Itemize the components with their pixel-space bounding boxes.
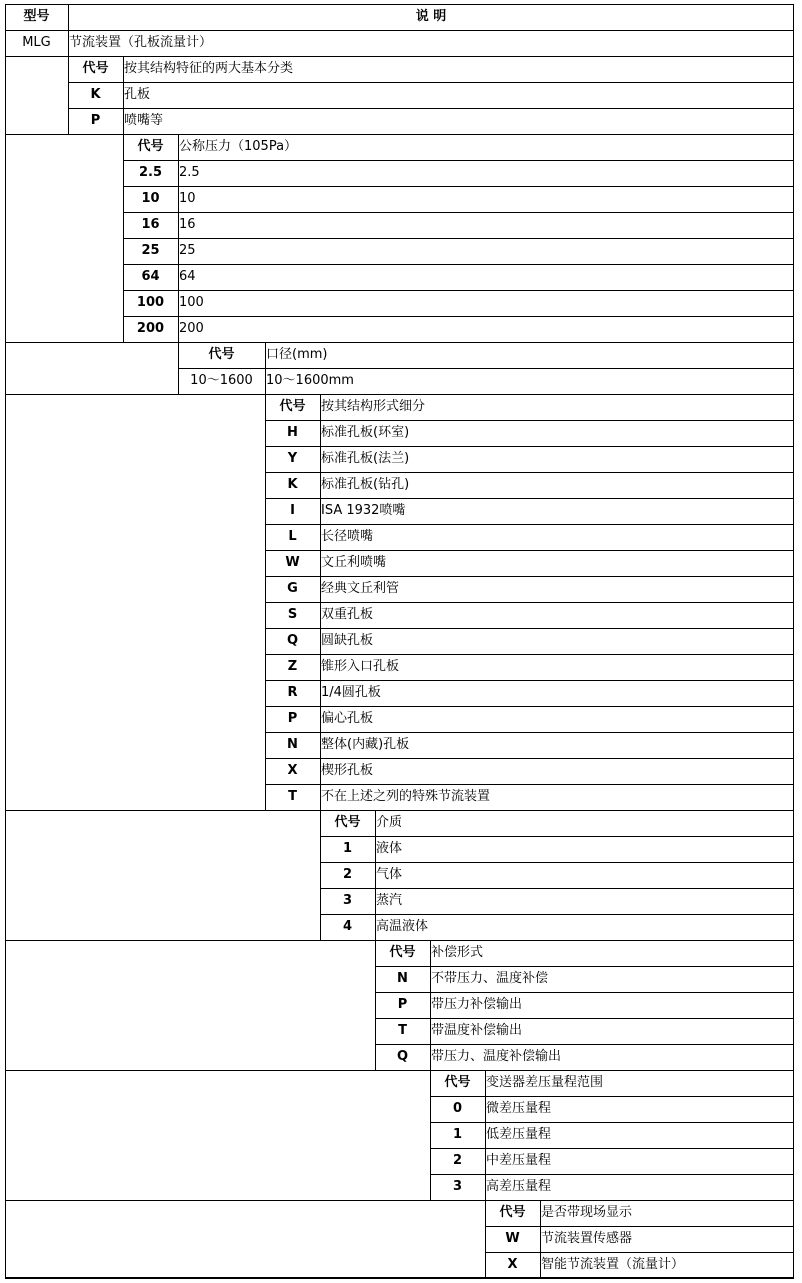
grid-line <box>265 732 794 733</box>
grid-line <box>265 550 794 551</box>
section-4-code-header: 代号 <box>334 815 361 830</box>
grid-line <box>485 1226 794 1227</box>
grid-line <box>265 498 794 499</box>
section-2-row-0-desc: 10～1600mm <box>266 373 354 388</box>
section-1-row-1-desc: 10 <box>179 191 196 206</box>
section-3-row-9-desc: 锥形入口孔板 <box>321 659 400 674</box>
grid-line <box>265 654 794 655</box>
section-0-row-0-desc: 孔板 <box>124 87 151 102</box>
section-3-desc-header: 按其结构形式细分 <box>321 399 426 414</box>
grid-line <box>265 524 794 525</box>
section-3-row-7-desc: 双重孔板 <box>321 607 374 622</box>
section-3-row-5-code: W <box>285 555 300 570</box>
grid-line <box>5 30 794 31</box>
grid-line <box>68 108 794 109</box>
grid-line <box>68 82 794 83</box>
section-7-row-1-code: X <box>507 1257 518 1272</box>
section-6-row-2-desc: 中差压量程 <box>486 1153 552 1168</box>
grid-line <box>5 1278 794 1279</box>
section-4-row-2-code: 3 <box>342 893 353 908</box>
grid-line <box>5 1070 794 1071</box>
grid-line <box>123 56 124 134</box>
section-5-row-0-code: N <box>397 971 408 986</box>
section-1-row-2-code: 16 <box>141 217 160 232</box>
section-3-row-10-desc: 1/4圆孔板 <box>321 685 381 700</box>
section-6-row-3-code: 3 <box>452 1179 463 1194</box>
grid-line <box>123 290 794 291</box>
grid-line <box>320 862 794 863</box>
section-6-row-2-code: 2 <box>452 1153 463 1168</box>
grid-line <box>540 1200 541 1278</box>
section-3-row-0-code: H <box>287 425 298 440</box>
section-1-row-0-code: 2.5 <box>138 165 163 180</box>
section-3-row-12-desc: 整体(内藏)孔板 <box>321 737 410 752</box>
grid-line <box>485 1200 486 1278</box>
section-0-row-1-desc: 喷嘴等 <box>124 113 164 128</box>
grid-line <box>320 810 321 940</box>
section-7-row-0-desc: 节流装置传感器 <box>541 1231 633 1246</box>
section-3-row-1-desc: 标准孔板(法兰) <box>321 451 410 466</box>
grid-line <box>485 1070 486 1200</box>
grid-line <box>265 602 794 603</box>
section-5-row-1-desc: 带压力补偿输出 <box>431 997 523 1012</box>
grid-line <box>430 1070 431 1200</box>
section-3-row-9-code: Z <box>287 659 298 674</box>
section-2-code-header: 代号 <box>208 347 235 362</box>
section-3-row-14-code: T <box>288 789 297 804</box>
section-1-desc-header: 公称压力（105Pa） <box>179 139 298 154</box>
section-4-row-0-code: 1 <box>342 841 353 856</box>
section-7-row-1-desc: 智能节流装置（流量计） <box>541 1257 685 1272</box>
section-3-row-6-code: G <box>287 581 298 596</box>
section-6-row-0-code: 0 <box>452 1101 463 1116</box>
grid-line <box>375 966 794 967</box>
grid-line <box>430 1122 794 1123</box>
section-3-row-2-desc: 标准孔板(钻孔) <box>321 477 410 492</box>
section-3-row-3-desc: ISA 1932喷嘴 <box>321 503 406 518</box>
section-6-row-0-desc: 微差压量程 <box>486 1101 552 1116</box>
grid-line <box>265 758 794 759</box>
section-3-row-14-desc: 不在上述之列的特殊节流装置 <box>321 789 491 804</box>
grid-line <box>375 810 376 940</box>
grid-line <box>5 342 794 343</box>
grid-line <box>5 4 6 1278</box>
grid-line <box>375 1044 794 1045</box>
section-1-row-6-code: 200 <box>136 321 165 336</box>
section-5-row-0-desc: 不带压力、温度补偿 <box>431 971 549 986</box>
section-7-row-0-code: W <box>505 1231 520 1246</box>
grid-line <box>320 836 794 837</box>
section-3-row-13-code: X <box>287 763 298 778</box>
section-1-row-1-code: 10 <box>141 191 160 206</box>
section-1-row-4-desc: 64 <box>179 269 196 284</box>
section-4-row-0-desc: 液体 <box>376 841 403 856</box>
grid-line <box>123 212 794 213</box>
grid-line <box>5 4 794 5</box>
section-3-row-3-code: I <box>290 503 295 518</box>
section-3-row-6-desc: 经典文丘利管 <box>321 581 400 596</box>
section-5-desc-header: 补偿形式 <box>431 945 484 960</box>
section-3-row-1-code: Y <box>287 451 298 466</box>
section-3-row-0-desc: 标准孔板(环室) <box>321 425 410 440</box>
grid-line <box>430 1174 794 1175</box>
section-0-code-header: 代号 <box>82 61 109 76</box>
grid-line <box>265 706 794 707</box>
section-3-code-header: 代号 <box>279 399 306 414</box>
section-5-row-1-code: P <box>397 997 408 1012</box>
grid-line <box>430 940 431 1070</box>
section-3-row-8-desc: 圆缺孔板 <box>321 633 374 648</box>
grid-line <box>375 940 376 1070</box>
grid-line <box>123 264 794 265</box>
section-3-row-13-desc: 楔形孔板 <box>321 763 374 778</box>
grid-line <box>485 1252 794 1253</box>
grid-line <box>265 628 794 629</box>
section-1-code-header: 代号 <box>137 139 164 154</box>
section-3-row-4-desc: 长径喷嘴 <box>321 529 374 544</box>
model-selection-table <box>5 4 794 1278</box>
section-5-row-3-code: Q <box>396 1049 409 1064</box>
grid-line <box>123 160 794 161</box>
grid-line <box>265 680 794 681</box>
grid-line <box>123 186 794 187</box>
section-0-row-0-code: K <box>90 87 101 102</box>
grid-line <box>265 576 794 577</box>
section-6-row-3-desc: 高差压量程 <box>486 1179 552 1194</box>
grid-line <box>265 446 794 447</box>
grid-line <box>793 4 794 1278</box>
section-4-row-1-desc: 气体 <box>376 867 403 882</box>
grid-line <box>430 1148 794 1149</box>
section-1-row-4-code: 64 <box>141 269 160 284</box>
section-7-code-header: 代号 <box>499 1205 526 1220</box>
section-3-row-4-code: L <box>288 529 297 544</box>
header-model: 型号 <box>23 9 50 24</box>
section-4-row-3-desc: 高温液体 <box>376 919 429 934</box>
section-1-row-5-code: 100 <box>136 295 165 310</box>
section-4-desc-header: 介质 <box>376 815 403 830</box>
section-2-row-0-code: 10～1600 <box>190 373 253 388</box>
section-4-row-3-code: 4 <box>342 919 353 934</box>
section-1-row-5-desc: 100 <box>179 295 204 310</box>
grid-line <box>68 56 69 134</box>
grid-line <box>320 914 794 915</box>
section-1-row-3-code: 25 <box>141 243 160 258</box>
section-5-code-header: 代号 <box>389 945 416 960</box>
section-5-row-2-desc: 带温度补偿输出 <box>431 1023 523 1038</box>
section-4-row-2-desc: 蒸汽 <box>376 893 403 908</box>
grid-line <box>375 1018 794 1019</box>
grid-line <box>178 368 794 369</box>
section-1-row-3-desc: 25 <box>179 243 196 258</box>
section-1-row-6-desc: 200 <box>179 321 204 336</box>
section-6-row-1-desc: 低差压量程 <box>486 1127 552 1142</box>
grid-line <box>5 1200 794 1201</box>
grid-line <box>320 888 794 889</box>
header-description: 说 明 <box>415 9 447 24</box>
grid-line <box>68 4 69 56</box>
section-6-code-header: 代号 <box>444 1075 471 1090</box>
section-3-row-5-desc: 文丘利喷嘴 <box>321 555 387 570</box>
section-6-desc-header: 变送器差压量程范围 <box>486 1075 604 1090</box>
section-3-row-10-code: R <box>287 685 298 700</box>
section-3-row-7-code: S <box>287 607 298 622</box>
model-name: 节流装置（孔板流量计） <box>69 35 213 50</box>
section-3-row-11-code: P <box>287 711 298 726</box>
grid-line <box>430 1096 794 1097</box>
section-0-desc-header: 按其结构特征的两大基本分类 <box>124 61 294 76</box>
grid-line <box>123 316 794 317</box>
section-1-row-2-desc: 16 <box>179 217 196 232</box>
section-6-row-1-code: 1 <box>452 1127 463 1142</box>
section-2-desc-header: 口径(mm) <box>266 347 328 362</box>
model-code: MLG <box>22 35 51 50</box>
section-1-row-0-desc: 2.5 <box>179 165 200 180</box>
section-5-row-3-desc: 带压力、温度补偿输出 <box>431 1049 562 1064</box>
grid-line <box>265 420 794 421</box>
section-3-row-2-code: K <box>287 477 298 492</box>
section-3-row-12-code: N <box>287 737 298 752</box>
section-4-row-1-code: 2 <box>342 867 353 882</box>
section-3-row-11-desc: 偏心孔板 <box>321 711 374 726</box>
section-5-row-2-code: T <box>398 1023 407 1038</box>
section-3-row-8-code: Q <box>286 633 299 648</box>
section-0-row-1-code: P <box>90 113 101 128</box>
grid-line <box>265 472 794 473</box>
section-7-desc-header: 是否带现场显示 <box>541 1205 633 1220</box>
grid-line <box>375 992 794 993</box>
grid-line <box>123 238 794 239</box>
grid-line <box>265 784 794 785</box>
